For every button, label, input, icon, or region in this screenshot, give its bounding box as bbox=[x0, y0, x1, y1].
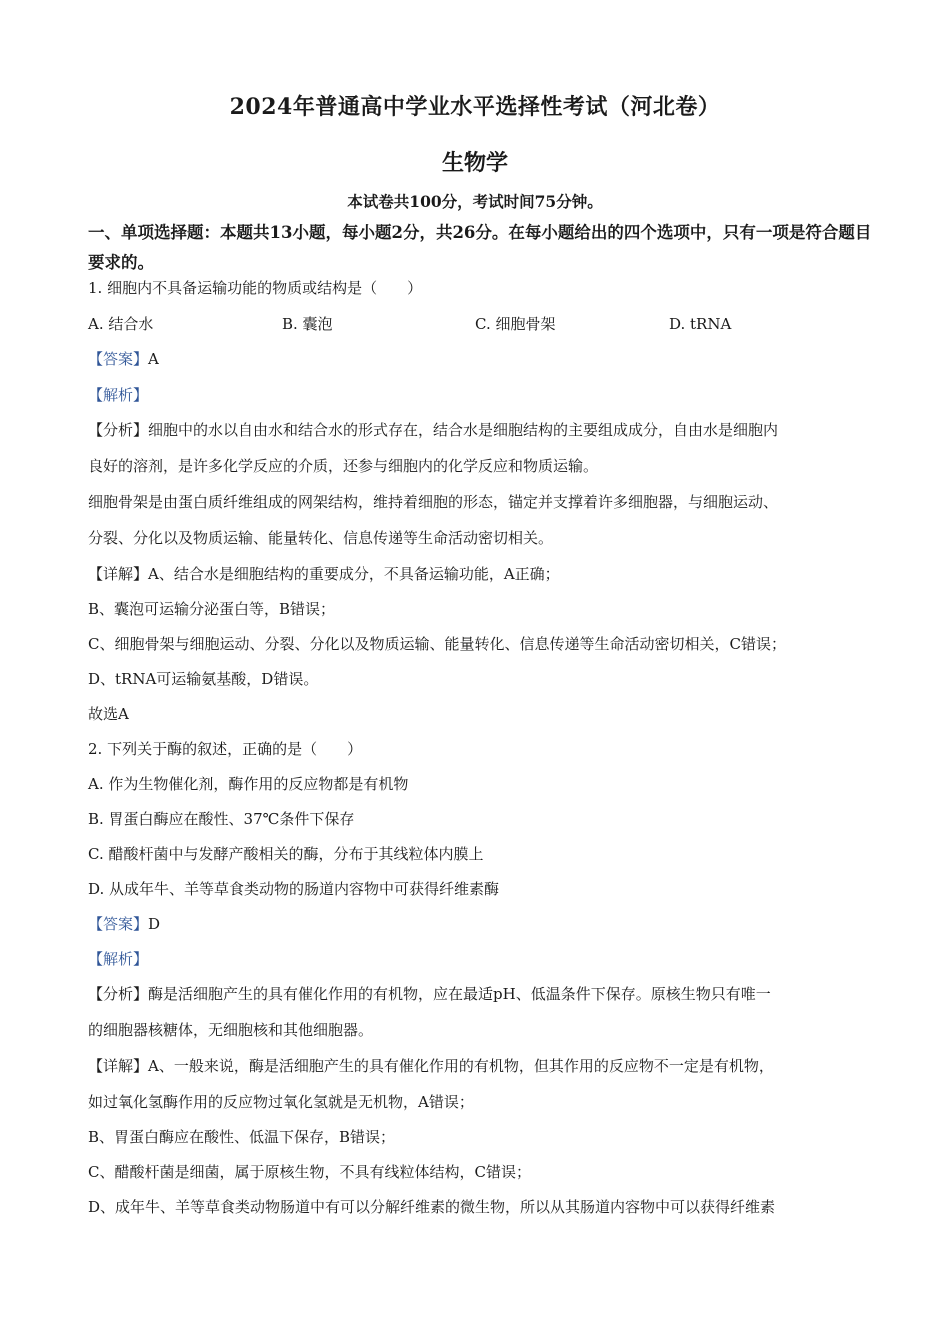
q1-option-d: D. tRNA bbox=[669, 315, 732, 333]
q1-answer-line bbox=[88, 348, 878, 370]
q1-fenxi-text-1: 细胞中的水以自由水和结合水的形式存在，结合水是细胞结构的主要组成成分，自由水是细胞内 bbox=[148, 421, 779, 439]
q1-fenxi-line-1 bbox=[88, 419, 878, 441]
q2-option-c: C. 醋酸杆菌中与发酵产酸相关的酶，分布于其线粒体内膜上 bbox=[88, 845, 484, 863]
q1-conclusion: 故选A bbox=[88, 705, 129, 723]
q2-option-d: D. 从成年牛、羊等草食类动物的肠道内容物中可获得纤维素酶 bbox=[88, 880, 500, 898]
fenxi-tag: 【分析】 bbox=[88, 421, 149, 439]
q1-fenxi-line-2: 良好的溶剂，是许多化学反应的介质，还参与细胞内的化学反应和物质运输。 bbox=[88, 457, 599, 475]
q2-detail-text-1: A、一般来说，酶是活细胞产生的具有催化作用的有机物，但其作用的反应物不一定是有机物， bbox=[148, 1057, 774, 1075]
answer-tag: 【答案】 bbox=[88, 350, 149, 368]
q2-fenxi-line-1 bbox=[88, 983, 878, 1005]
q1-para-line-1: 细胞骨架是由蛋白质纤维组成的网架结构，维持着细胞的形态，锚定并支撑着许多细胞器，与细胞运动、 bbox=[88, 493, 779, 511]
q1-option-a: A. 结合水 bbox=[88, 315, 154, 333]
detail-tag: 【详解】 bbox=[88, 565, 149, 583]
q1-detail-line-3: C、细胞骨架与细胞运动、分裂、分化以及物质运输、能量转化、信息传递等生命活动密切相关，C错误； bbox=[88, 635, 786, 653]
q2-fenxi-text-1: 酶是活细胞产生的具有催化作用的有机物，应在最适pH、低温条件下保存。原核生物只有唯一 bbox=[148, 985, 771, 1003]
q1-options bbox=[88, 313, 878, 335]
q1-answer: A bbox=[148, 350, 159, 368]
q2-option-b: B. 胃蛋白酶应在酸性、37℃条件下保存 bbox=[88, 810, 355, 828]
q1-option-b: B. 囊泡 bbox=[282, 315, 333, 333]
q1-detail-line-1 bbox=[88, 563, 878, 585]
q2-detail-line-1b: 如过氧化氢酶作用的反应物过氧化氢就是无机物，A错误； bbox=[88, 1093, 474, 1111]
fenxi-tag: 【分析】 bbox=[88, 985, 149, 1003]
q1-stem: 1. 细胞内不具备运输功能的物质或结构是（ ） bbox=[88, 279, 423, 297]
subject-title: 生物学 bbox=[441, 150, 508, 176]
q1-detail-line-4: D、tRNA可运输氨基酸，D错误。 bbox=[88, 670, 319, 688]
q1-option-c: C. 细胞骨架 bbox=[475, 315, 556, 333]
q1-detail-line-2: B、囊泡可运输分泌蛋白等，B错误； bbox=[88, 600, 336, 618]
section-heading: 一、单项选择题：本题共13小题，每小题2分，共26分。在每小题给出的四个选项中，只有一项是符合题目要求的。 bbox=[88, 223, 872, 272]
q1-para-line-2: 分裂、分化以及物质运输、能量转化、信息传递等生命活动密切相关。 bbox=[88, 529, 554, 547]
exam-info: 本试卷共100分，考试时间75分钟。 bbox=[347, 192, 603, 211]
analysis-tag: 【解析】 bbox=[88, 950, 149, 968]
q2-option-a: A. 作为生物催化剂，酶作用的反应物都是有机物 bbox=[88, 775, 409, 793]
exam-title: 2024年普通高中学业水平选择性考试（河北卷） bbox=[229, 94, 721, 120]
analysis-tag: 【解析】 bbox=[88, 386, 149, 404]
q2-fenxi-line-2: 的细胞器核糖体，无细胞核和其他细胞器。 bbox=[88, 1021, 374, 1039]
answer-tag: 【答案】 bbox=[88, 915, 149, 933]
q1-detail-text-1: A、结合水是细胞结构的重要成分，不具备运输功能，A正确； bbox=[148, 565, 560, 583]
q2-answer-line bbox=[88, 913, 878, 935]
q2-analysis-tag bbox=[88, 948, 878, 970]
q2-detail-line-2: B、胃蛋白酶应在酸性、低温下保存，B错误； bbox=[88, 1128, 396, 1146]
q2-detail-line-1 bbox=[88, 1055, 878, 1077]
detail-tag: 【详解】 bbox=[88, 1057, 149, 1075]
q2-answer: D bbox=[148, 915, 161, 933]
q2-detail-line-3: C、醋酸杆菌是细菌，属于原核生物，不具有线粒体结构，C错误； bbox=[88, 1163, 531, 1181]
q1-analysis-tag bbox=[88, 384, 878, 406]
q2-stem: 2. 下列关于酶的叙述，正确的是（ ） bbox=[88, 740, 363, 758]
q2-detail-line-4: D、成年牛、羊等草食类动物肠道中有可以分解纤维素的微生物，所以从其肠道内容物中可以获得纤维素 bbox=[88, 1198, 776, 1216]
